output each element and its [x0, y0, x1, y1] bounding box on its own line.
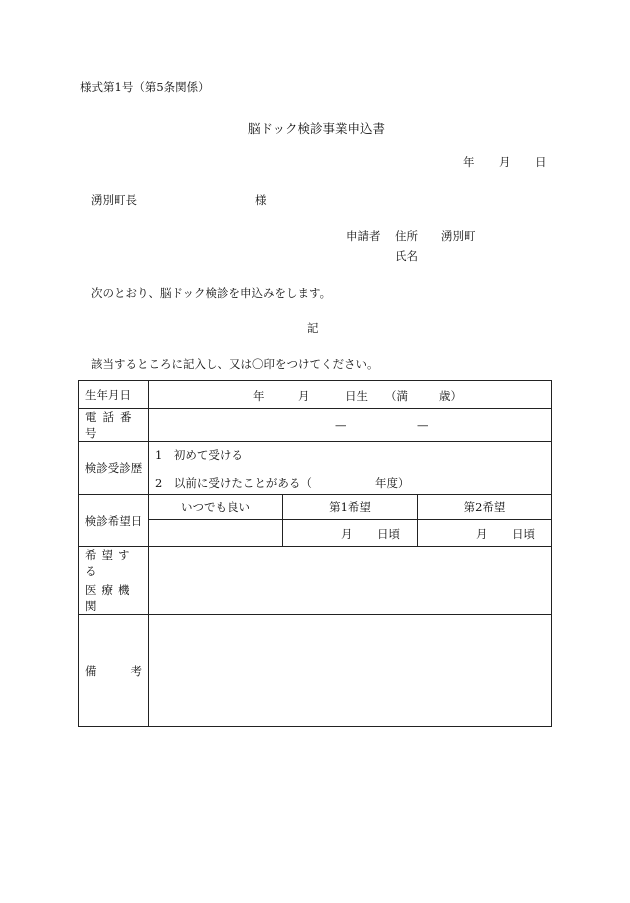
institution-input-cell[interactable]: [149, 547, 552, 615]
preferred-date-input-row: [79, 520, 552, 547]
institution-label-cell: [79, 547, 149, 615]
birth-input-cell[interactable]: [149, 381, 552, 409]
anytime-input-cell[interactable]: [149, 520, 283, 547]
first-choice-month-label: 月: [341, 527, 353, 541]
remarks-label-1: 備: [85, 663, 97, 678]
form-title: 脳ドック検診事業申込書: [248, 121, 386, 136]
birth-day-label: 日生: [345, 389, 368, 403]
second-choice-input-cell[interactable]: [418, 520, 552, 547]
addressee-honorific: 様: [255, 193, 267, 207]
history-option-1[interactable]: 1 初めて受ける: [155, 448, 243, 462]
history-options-cell[interactable]: [149, 442, 552, 495]
anytime-header: いつでも良い: [149, 495, 283, 520]
first-choice-header: 第1希望: [283, 495, 418, 520]
addressee-name: 湧別町長: [91, 193, 137, 207]
applicant-name-label: 氏名: [395, 249, 418, 263]
ki-mark: 記: [307, 321, 319, 335]
remarks-label-cell: [79, 615, 149, 727]
birth-label-cell: [79, 381, 149, 409]
institution-label-line1: 希望する: [85, 548, 135, 578]
remarks-label-2: 考: [130, 663, 142, 678]
date-year-label: 年: [463, 155, 475, 169]
phone-dash-2: —: [417, 418, 429, 432]
preferred-date-label: 検診希望日: [79, 495, 149, 547]
date-month-label: 月: [499, 155, 511, 169]
phone-label: 電話番号: [85, 410, 138, 440]
second-choice-day-label: 日頃: [512, 527, 535, 541]
instruction-text: 該当するところに記入し、又は〇印をつけてください。: [91, 357, 379, 371]
preferred-date-header-row: [79, 495, 552, 520]
institution-label-line2: 医療機関: [85, 583, 135, 613]
history-label: 検診受診歴: [79, 442, 149, 495]
birth-month-label: 月: [298, 389, 310, 403]
remarks-input-cell[interactable]: [149, 615, 552, 727]
history-row: [79, 442, 552, 495]
phone-label-cell: [79, 409, 149, 442]
remarks-row: [79, 615, 552, 727]
applicant-address-value: 湧別町: [441, 229, 476, 243]
second-choice-month-label: 月: [476, 527, 488, 541]
phone-dash-1: —: [335, 418, 347, 432]
phone-input-cell[interactable]: [149, 409, 552, 442]
date-day-label: 日: [535, 155, 547, 169]
history-option-2[interactable]: 2 以前に受けたことがある（: [155, 476, 312, 490]
age-close-label: 歳）: [439, 389, 462, 403]
intro-text: 次のとおり、脳ドック検診を申込みをします。: [91, 286, 332, 300]
applicant-address-label: 住所: [395, 229, 418, 243]
form-number: 様式第1号（第5条関係）: [80, 80, 210, 94]
application-table: [78, 380, 552, 727]
birth-row: [79, 381, 552, 409]
history-option-2-end: 年度）: [375, 476, 410, 490]
applicant-label: 申請者: [346, 229, 381, 243]
birth-label: 生年月日: [85, 387, 131, 402]
phone-row: [79, 409, 552, 442]
first-choice-day-label: 日頃: [377, 527, 400, 541]
second-choice-header: 第2希望: [418, 495, 552, 520]
age-open-label: （満: [385, 389, 408, 403]
first-choice-input-cell[interactable]: [283, 520, 418, 547]
birth-year-label: 年: [253, 389, 265, 403]
institution-row: [79, 547, 552, 615]
